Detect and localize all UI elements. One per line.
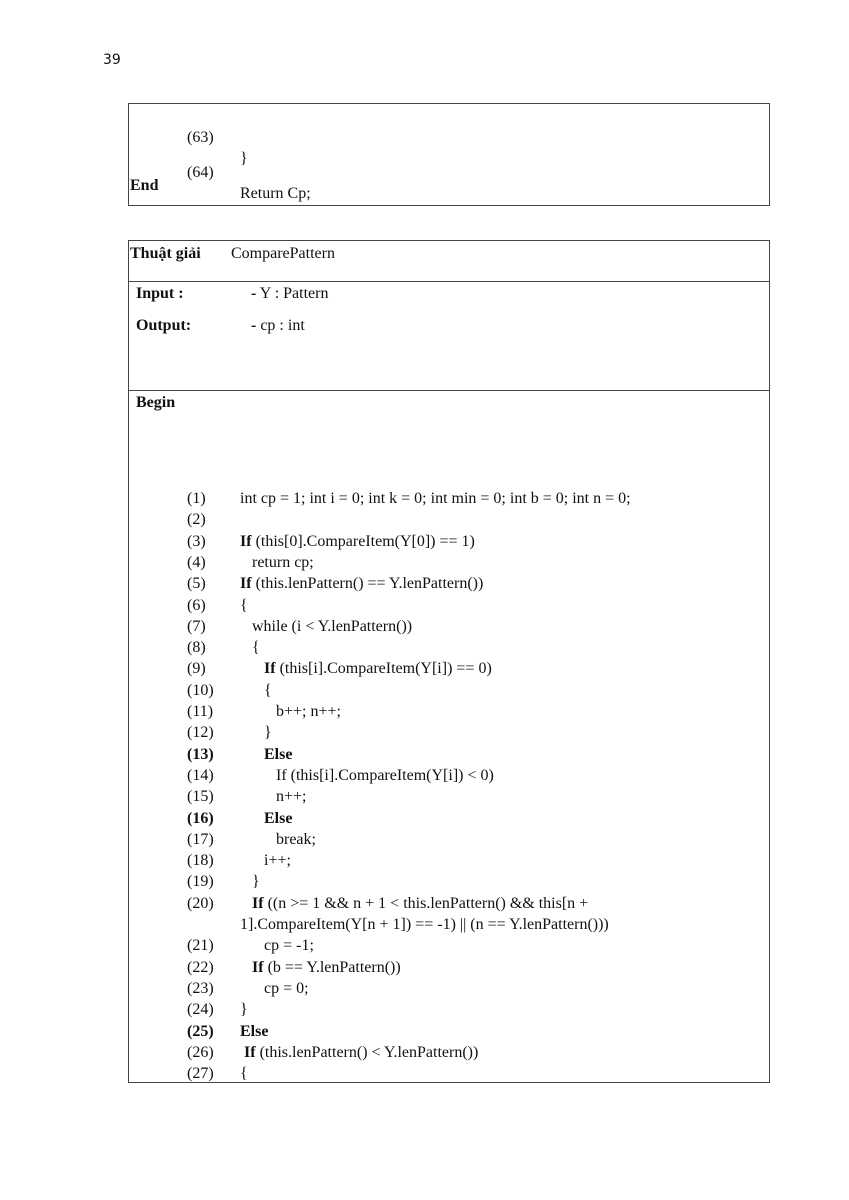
line-number: (3) (187, 532, 206, 550)
line-text (240, 1042, 478, 1063)
code-text: i++; (240, 852, 291, 870)
line-text (240, 595, 248, 616)
code-text: { (240, 1065, 248, 1083)
end-label: End (130, 177, 159, 194)
line-number: (14) (187, 766, 214, 784)
code-text: int cp = 1; int i = 0; int k = 0; int min = 0; int b = 0; int n = 0; (240, 490, 631, 507)
keyword: Else (264, 745, 293, 763)
line-number: (8) (187, 639, 206, 657)
line-number: (24) (187, 1001, 214, 1019)
line-number: (26) (187, 1043, 214, 1061)
line-text (240, 488, 631, 509)
line-text (240, 637, 260, 658)
begin-label: Begin (136, 394, 176, 411)
code-text: { (240, 596, 248, 614)
line-text (240, 531, 475, 552)
line-text: Return Cp; (240, 185, 311, 202)
keyword: If (240, 575, 252, 593)
line-text (240, 871, 260, 892)
output-text: cp : int (256, 317, 305, 334)
algorithm-label: Thuật giải (130, 245, 201, 262)
line-number: (16) (187, 809, 214, 827)
code-text: break; (240, 830, 316, 848)
algorithm-box (128, 240, 770, 1083)
indent (240, 959, 252, 976)
line-number: (7) (187, 617, 206, 635)
line-number: (9) (187, 660, 206, 678)
line-number: (10) (187, 681, 214, 699)
line-text (240, 722, 272, 743)
code-text: (this.lenPattern() < Y.lenPattern()) (255, 1043, 479, 1061)
line-text (240, 701, 341, 722)
line-number: (6) (187, 596, 206, 614)
line-number: (18) (187, 852, 214, 870)
keyword: Else (264, 809, 293, 827)
code-text: return cp; (240, 553, 314, 571)
line-text (240, 744, 292, 765)
code-text: (this[i].CompareItem(Y[i]) == 0) (275, 660, 492, 678)
code-text: b++; n++; (240, 703, 341, 720)
code-text: while (i < Y.lenPattern()) (240, 617, 413, 635)
line-text (240, 658, 492, 679)
line-number: (27) (187, 1065, 214, 1083)
keyword: If (244, 1043, 256, 1061)
line-text (240, 765, 494, 786)
code-text: { (240, 639, 260, 657)
line-text (240, 1021, 268, 1042)
code-line (129, 106, 248, 167)
output-dash: - (251, 317, 257, 334)
line-text (240, 978, 309, 999)
io-section (129, 281, 769, 391)
code-text: cp = -1; (240, 937, 314, 955)
line-number: (4) (187, 553, 206, 571)
line-number: (22) (187, 958, 214, 976)
line-text (240, 808, 292, 829)
line-number: (1) (187, 490, 206, 507)
code-text: (this.lenPattern() == Y.lenPattern()) (251, 575, 484, 593)
input-dash: - (251, 285, 257, 302)
line-number: (5) (187, 575, 206, 593)
code-text: (this[0].CompareItem(Y[0]) == 1) (251, 532, 475, 550)
line-number: (19) (187, 873, 214, 891)
line-text: } (240, 150, 248, 167)
line-text (240, 573, 483, 594)
line-text (240, 999, 248, 1020)
line-number: (17) (187, 830, 214, 848)
indent (240, 895, 252, 912)
line-number: (23) (187, 979, 214, 997)
line-number: (20) (187, 894, 214, 912)
line-text (240, 680, 272, 701)
code-text: } (240, 724, 272, 742)
input-text: Y : Pattern (256, 285, 329, 302)
keyword: If (264, 660, 276, 678)
indent (240, 810, 264, 827)
line-number: (15) (187, 788, 214, 806)
keyword: If (252, 958, 264, 976)
indent (240, 746, 264, 763)
line-text (240, 935, 314, 956)
page-number: 39 (103, 52, 121, 68)
input-label: Input : (136, 285, 184, 302)
algorithm-header (129, 241, 769, 282)
line-number: (2) (187, 511, 206, 529)
code-text: n++; (240, 788, 307, 806)
line-text (240, 616, 412, 637)
line-number: (64) (187, 164, 214, 181)
line-text (240, 552, 314, 573)
output-label: Output: (136, 317, 192, 334)
code-text: } (240, 1001, 248, 1019)
line-text (240, 786, 307, 807)
keyword: Else (240, 1022, 269, 1040)
line-number: (63) (187, 129, 214, 146)
line-number: (12) (187, 724, 214, 742)
code-text: ((n >= 1 && n + 1 < this.lenPattern() && this[n + (263, 894, 589, 912)
indent (240, 660, 264, 677)
line-text (240, 914, 609, 935)
keyword: If (252, 894, 264, 912)
code-text: 1].CompareItem(Y[n + 1]) == -1) || (n == Y.lenPattern())) (240, 916, 609, 933)
line-text (240, 1063, 248, 1084)
output-value (251, 315, 305, 336)
line-number: (13) (187, 745, 214, 763)
line-text (240, 829, 316, 850)
line-number: (25) (187, 1022, 214, 1040)
code-text: (b == Y.lenPattern()) (263, 958, 401, 976)
input-value (251, 283, 328, 304)
line-number: (11) (187, 703, 214, 720)
algorithm-name: ComparePattern (231, 245, 335, 262)
line-number: (21) (187, 937, 214, 955)
line-text (240, 893, 588, 914)
line-text (240, 957, 401, 978)
code-text: cp = 0; (240, 979, 309, 997)
code-text: } (240, 873, 260, 891)
keyword: If (240, 532, 252, 550)
code-text: If (this[i].CompareItem(Y[i]) < 0) (240, 766, 494, 784)
code-text: { (240, 681, 272, 699)
line-text (240, 850, 291, 871)
previous-algorithm-tail (128, 103, 770, 206)
